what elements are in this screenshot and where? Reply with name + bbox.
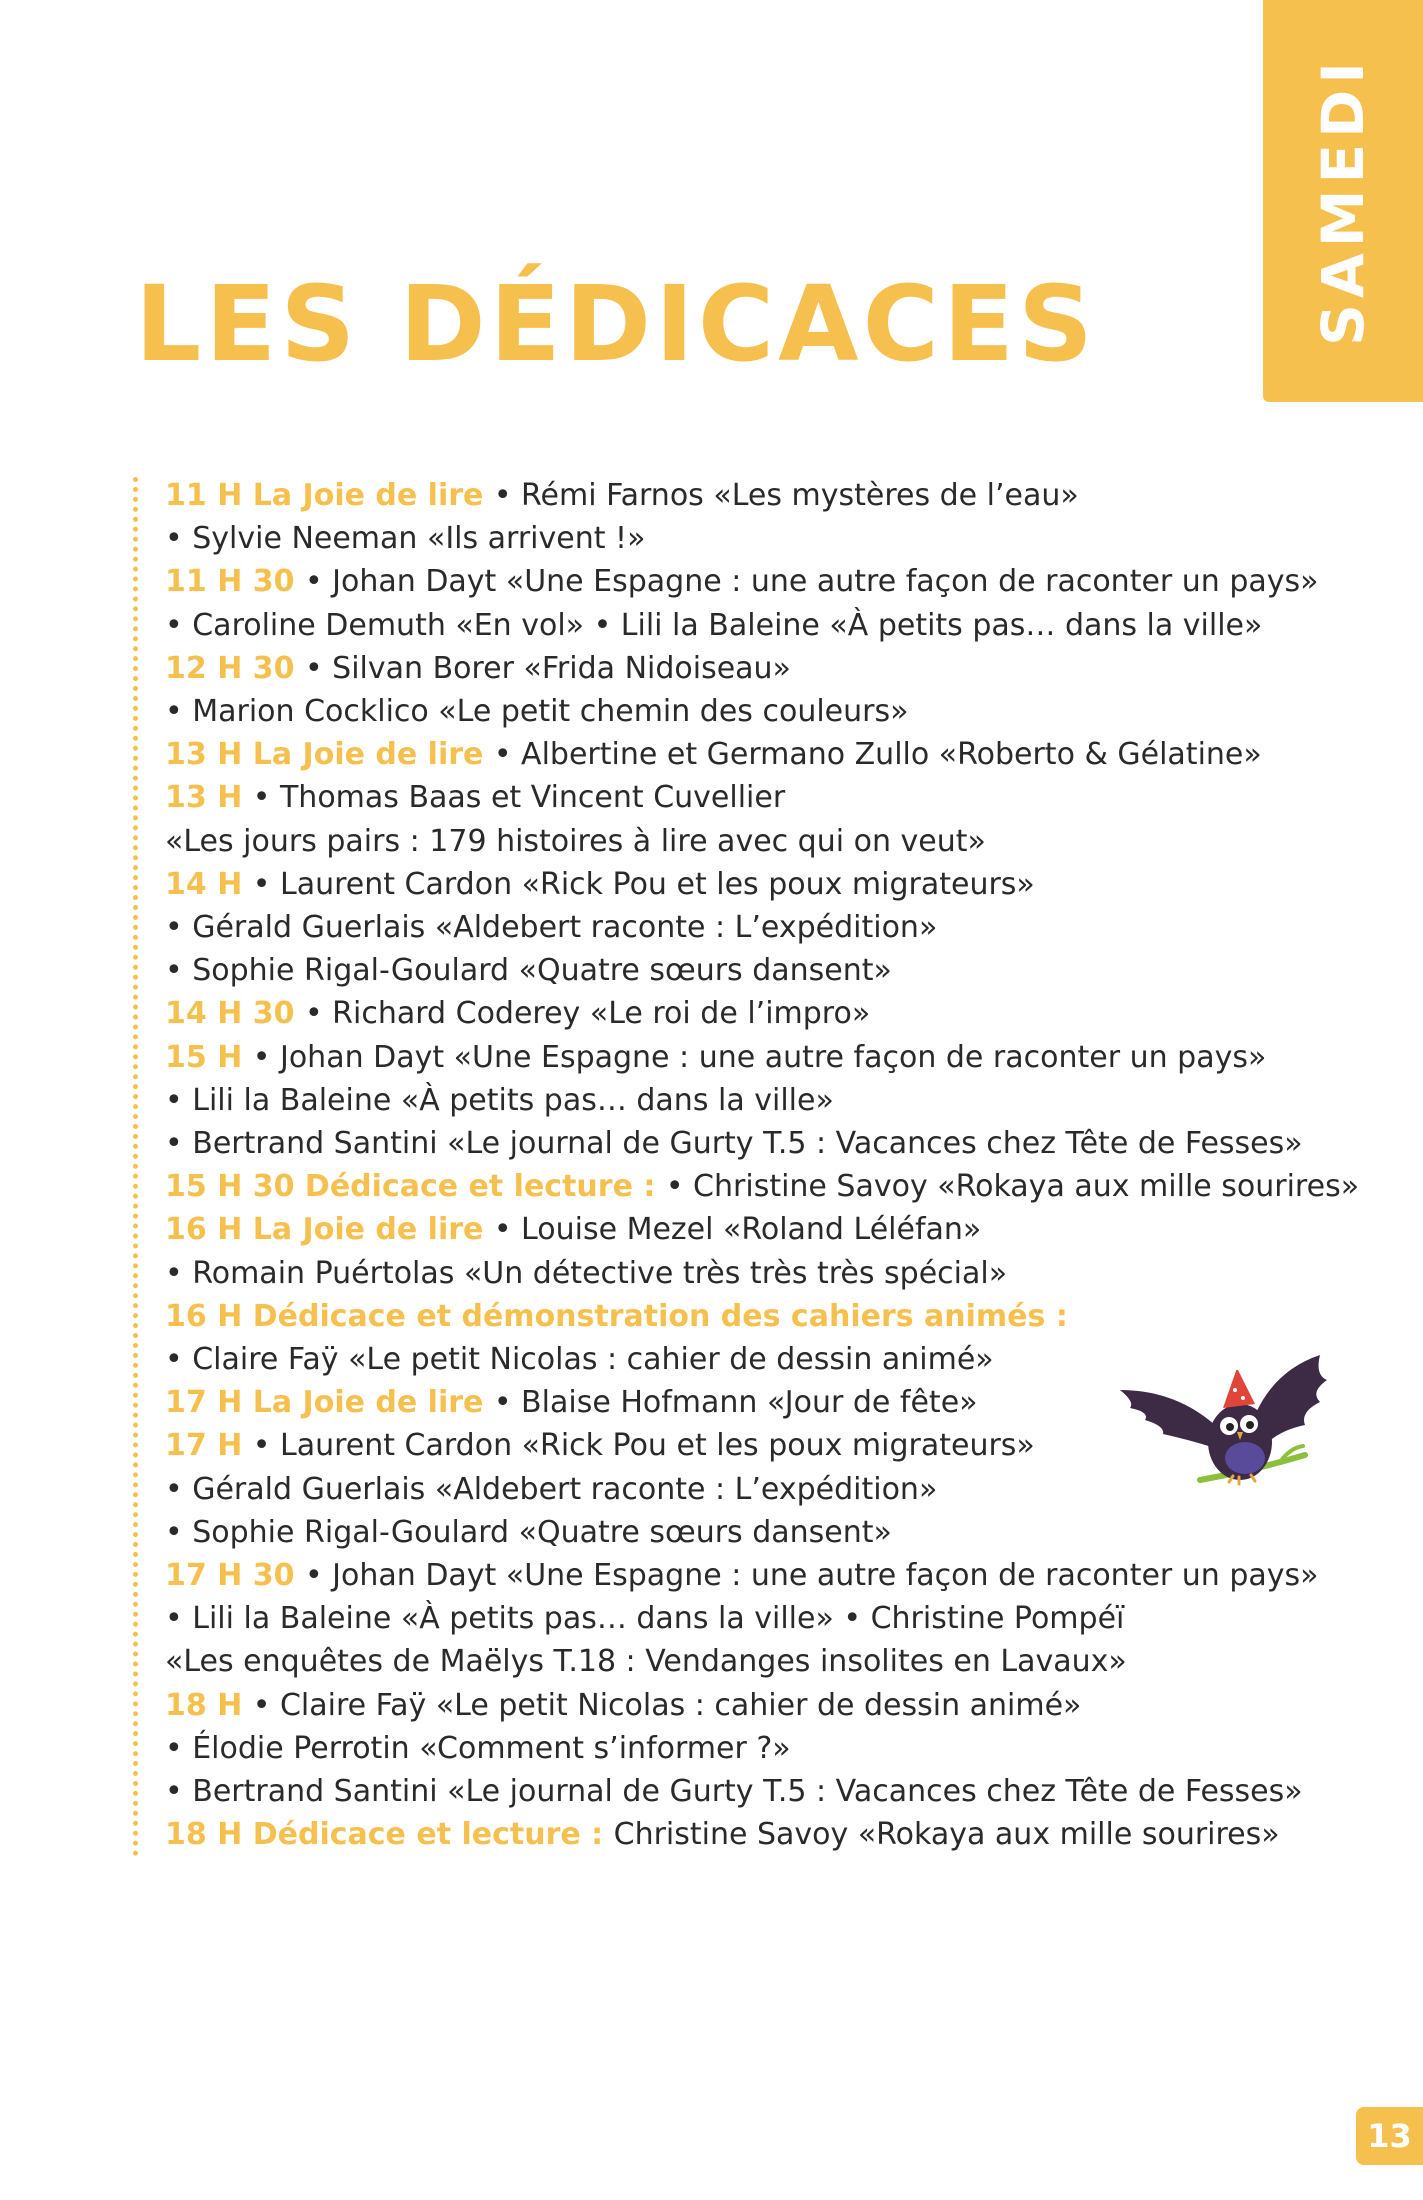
signing-entry-text: • Romain Puértolas «Un détective très très très spécial» [165,1255,1008,1291]
schedule-line [165,1208,1345,1251]
time-slot-label: 11 H 30 [165,564,305,600]
signing-entry-text: • Gérald Guerlais «Aldebert raconte : L’expédition» [165,1471,938,1507]
signing-entry-text: • Caroline Demuth «En vol» • Lili la Baleine «À petits pas… dans la ville» [165,607,1263,643]
signing-entry-text: • Sylvie Neeman «Ils arrivent !» [165,521,646,557]
schedule-line [165,1252,1345,1295]
signing-entry-text: • Albertine et Germano Zullo «Roberto & Gélatine» [493,737,1262,773]
signing-entry-text: Christine Savoy «Rokaya aux mille sourires» [613,1817,1280,1853]
schedule-line [165,1813,1345,1856]
time-slot-label: 14 H [165,866,253,902]
page-number: 13 [1356,2107,1423,2165]
schedule-line [165,1684,1345,1727]
schedule-line [165,1122,1345,1165]
schedule-line [165,517,1345,560]
schedule-line [165,863,1345,906]
time-slot-label: 17 H [165,1428,253,1464]
signing-entry-text: • Blaise Hofmann «Jour de fête» [493,1385,978,1421]
signing-entry-text: • Sophie Rigal-Goulard «Quatre sœurs dansent» [165,953,892,989]
schedule-line [165,1079,1345,1122]
signing-entry-text: • Johan Dayt «Une Espagne : une autre façon de raconter un pays» [304,564,1319,600]
time-slot-label: 15 H 30 Dédicace et lecture : [165,1169,666,1205]
schedule-line [165,906,1345,949]
schedule-line [165,560,1345,603]
time-slot-label: 18 H Dédicace et lecture : [165,1817,614,1853]
signing-entry-text: • Marion Cocklico «Le petit chemin des couleurs» [165,694,909,730]
signing-entry-text: • Laurent Cardon «Rick Pou et les poux migrateurs» [252,1428,1035,1464]
schedule-line [165,690,1345,733]
schedule-line [165,1770,1345,1813]
signing-entry-text: • Christine Savoy «Rokaya aux mille sourires» [665,1169,1360,1205]
dotted-divider [133,477,138,1857]
signing-entry-text: • Laurent Cardon «Rick Pou et les poux migrateurs» [252,866,1035,902]
time-slot-label: 16 H Dédicace et démonstration des cahiers animés : [165,1298,1068,1334]
schedule-line [165,949,1345,992]
schedule-line [165,604,1345,647]
signing-entry-text: «Les jours pairs : 179 histoires à lire avec qui on veut» [165,823,986,859]
signing-entry-text: • Élodie Perrotin «Comment s’informer ?» [165,1730,791,1766]
schedule-line [165,733,1345,776]
day-tab [1263,0,1423,402]
schedule-line [165,1511,1345,1554]
signing-entry-text: • Johan Dayt «Une Espagne : une autre façon de raconter un pays» [252,1039,1267,1075]
signing-entry-text: • Silvan Borer «Frida Nidoiseau» [304,650,791,686]
signing-entry-text: • Bertrand Santini «Le journal de Gurty T.5 : Vacances chez Tête de Fesses» [165,1126,1303,1162]
schedule-line [165,992,1345,1035]
schedule-line [165,1640,1345,1683]
day-label: SAMEDI [1309,56,1377,346]
owl-with-party-hat-icon [1105,1330,1345,1510]
signing-entry-text: • Johan Dayt «Une Espagne : une autre façon de raconter un pays» [304,1558,1319,1594]
time-slot-label: 15 H [165,1039,253,1075]
signing-entry-text: • Gérald Guerlais «Aldebert raconte : L’expédition» [165,910,938,946]
schedule-line [165,474,1345,517]
time-slot-label: 11 H La Joie de lire [165,478,494,513]
signing-entry-text: • Claire Faÿ «Le petit Nicolas : cahier de dessin animé» [252,1687,1082,1723]
signing-entry-text: • Thomas Baas et Vincent Cuvellier [252,780,786,816]
signing-entry-text: • Bertrand Santini «Le journal de Gurty T.5 : Vacances chez Tête de Fesses» [165,1774,1303,1810]
signing-entry-text: • Sophie Rigal-Goulard «Quatre sœurs dansent» [165,1514,892,1550]
schedule-line [165,647,1345,690]
schedule-line [165,1597,1345,1640]
time-slot-label: 16 H La Joie de lire [165,1212,494,1248]
signing-entry-text: «Les enquêtes de Maëlys T.18 : Vendanges insolites en Lavaux» [165,1644,1127,1680]
schedule-line [165,1036,1345,1079]
time-slot-label: 17 H 30 [165,1558,305,1594]
schedule-line [165,1165,1360,1208]
signing-entry-text: • Louise Mezel «Roland Léléfan» [493,1212,982,1248]
page-title: LES DÉDICACES [135,263,1097,385]
signing-entry-text: • Lili la Baleine «À petits pas… dans la ville» [165,1082,834,1118]
time-slot-label: 14 H 30 [165,996,305,1032]
signing-entry-text: • Richard Coderey «Le roi de l’impro» [304,996,871,1032]
signing-entry-text: • Lili la Baleine «À petits pas… dans la ville» • Christine Pompéï [165,1601,1125,1637]
schedule-line [165,1727,1345,1770]
signing-entry-text: • Claire Faÿ «Le petit Nicolas : cahier de dessin animé» [165,1342,994,1378]
time-slot-label: 17 H La Joie de lire [165,1385,494,1421]
signing-entry-text: • Rémi Farnos «Les mystères de l’eau» [493,478,1079,513]
schedule-line [165,820,1345,863]
signing-schedule [165,474,1360,1857]
schedule-line [165,776,1345,819]
time-slot-label: 12 H 30 [165,650,305,686]
time-slot-label: 13 H La Joie de lire [165,737,494,773]
time-slot-label: 18 H [165,1687,253,1723]
schedule-line [165,1554,1345,1597]
time-slot-label: 13 H [165,780,253,816]
